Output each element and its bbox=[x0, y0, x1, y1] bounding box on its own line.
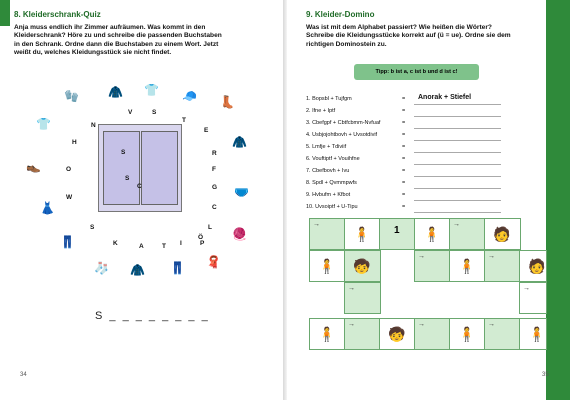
domino-cell[interactable] bbox=[449, 218, 486, 250]
circle-letter: N bbox=[91, 122, 96, 129]
circle-letter: K bbox=[113, 240, 118, 247]
circle-letter: I bbox=[180, 240, 182, 247]
circle-letter: C bbox=[212, 204, 217, 211]
domino-cell[interactable] bbox=[309, 250, 346, 282]
circle-letter: G bbox=[212, 184, 218, 191]
pullover-icon: 🧥 bbox=[130, 263, 145, 277]
row-label: 5. Lmfje + Tdiviif bbox=[306, 144, 347, 150]
row-label: 2. Ifne + Iptf bbox=[306, 108, 336, 114]
arrow-icon: → bbox=[418, 253, 425, 260]
circle-letter: L bbox=[208, 224, 212, 231]
row-label: 1. Bopsbl + Tujfgm bbox=[306, 96, 352, 102]
instruction-line: Was ist mit dem Alphabet passiert? Wie heißen die Wörter? bbox=[306, 24, 492, 31]
child-figure-icon: 🧍 bbox=[458, 258, 476, 274]
instruction-line: Anja muss endlich ihr Zimmer aufräumen. Was kommt in den bbox=[14, 24, 206, 31]
sock-icon: 🧦 bbox=[94, 261, 109, 275]
arrow-icon: → bbox=[313, 221, 320, 228]
child-figure-icon: 🧍 bbox=[353, 226, 371, 242]
domino-cell[interactable] bbox=[519, 282, 547, 314]
sweater-icon: 🧶 bbox=[232, 227, 247, 241]
jeans-icon: 👖 bbox=[60, 235, 75, 249]
domino-cell[interactable] bbox=[309, 218, 346, 250]
equals-sign: = bbox=[402, 192, 406, 198]
circle-letter: H bbox=[72, 139, 77, 146]
equals-sign: = bbox=[402, 108, 406, 114]
equals-sign: = bbox=[402, 180, 406, 186]
domino-cell[interactable] bbox=[484, 218, 521, 250]
child-figure-icon: 🧑 bbox=[493, 226, 511, 242]
domino-cell[interactable] bbox=[344, 318, 381, 350]
answer-line[interactable] bbox=[414, 188, 501, 189]
child-figure-icon: 🧒 bbox=[353, 258, 371, 274]
instruction-line: weißt du, welches Kleidungsstück sie nicht findet. bbox=[14, 49, 172, 57]
exercise-9-instructions bbox=[306, 24, 541, 49]
arrow-icon: → bbox=[348, 321, 355, 328]
wardrobe-door-right bbox=[141, 131, 178, 205]
equals-sign: = bbox=[402, 132, 406, 138]
instruction-line: Kleiderschrank? Höre zu und schreibe die passenden Buchstaben bbox=[14, 32, 222, 40]
domino-cell[interactable] bbox=[344, 282, 381, 314]
equals-sign: = bbox=[402, 204, 406, 210]
domino-cell[interactable] bbox=[519, 318, 547, 350]
jacket-icon: 🧥 bbox=[108, 85, 123, 99]
equals-sign: = bbox=[402, 144, 406, 150]
domino-number: 1 bbox=[394, 225, 400, 236]
tip-bubble bbox=[354, 64, 479, 80]
coat-icon: 🧥 bbox=[232, 135, 247, 149]
domino-cell[interactable] bbox=[414, 218, 451, 250]
row-label: 9. Hvbufm + Kfbot bbox=[306, 192, 351, 198]
row-label: 3. Cbefgpf + Cbtfcbmm-Nvfuaf bbox=[306, 120, 381, 126]
word-row bbox=[306, 96, 501, 106]
domino-cell[interactable] bbox=[484, 250, 521, 282]
solution-word-line[interactable]: S _ _ _ _ _ _ _ _ bbox=[95, 310, 210, 322]
page-number: 35 bbox=[542, 372, 549, 378]
row-answer: Anorak + Stiefel bbox=[418, 94, 472, 101]
cap-icon: 🧢 bbox=[182, 89, 197, 103]
word-row bbox=[306, 180, 501, 190]
row-label: 8. Spdl + Qvmmpwfs bbox=[306, 180, 357, 186]
answer-line[interactable] bbox=[414, 176, 501, 177]
answer-line[interactable] bbox=[414, 152, 501, 153]
green-corner-bar bbox=[0, 0, 10, 26]
wardrobe-letter: S bbox=[125, 175, 130, 182]
answer-line[interactable] bbox=[414, 200, 501, 201]
equals-sign: = bbox=[402, 120, 406, 126]
domino-cell[interactable] bbox=[449, 250, 486, 282]
child-figure-icon: 🧍 bbox=[458, 326, 476, 342]
arrow-icon: → bbox=[488, 321, 495, 328]
word-row bbox=[306, 144, 501, 154]
domino-cell[interactable] bbox=[449, 318, 486, 350]
circle-letter: F bbox=[212, 166, 216, 173]
underwear-icon: 🩲 bbox=[234, 185, 249, 199]
arrow-icon: → bbox=[488, 253, 495, 260]
child-figure-icon: 🧍 bbox=[318, 326, 336, 342]
wardrobe-door-left bbox=[103, 131, 140, 205]
domino-cell[interactable] bbox=[379, 218, 416, 250]
word-row bbox=[306, 168, 501, 178]
domino-cell[interactable] bbox=[484, 318, 521, 350]
answer-line[interactable] bbox=[414, 140, 501, 141]
equals-sign: = bbox=[402, 156, 406, 162]
child-figure-icon: 🧑 bbox=[528, 258, 546, 274]
circle-letter: W bbox=[66, 194, 73, 201]
instruction-line: richtigen Dominostein zu. bbox=[306, 40, 387, 48]
circle-letter: Ö bbox=[198, 234, 204, 241]
domino-cell[interactable] bbox=[414, 250, 451, 282]
arrow-icon: → bbox=[453, 221, 460, 228]
exercise-9-title: 9. Kleider-Domino bbox=[306, 10, 375, 19]
domino-cell[interactable] bbox=[414, 318, 451, 350]
arrow-icon: → bbox=[348, 285, 355, 292]
answer-line[interactable] bbox=[414, 164, 501, 165]
child-figure-icon: 🧍 bbox=[318, 258, 336, 274]
answer-line[interactable] bbox=[414, 128, 501, 129]
domino-path bbox=[309, 218, 545, 352]
exercise-8-title: 8. Kleiderschrank-Quiz bbox=[14, 10, 101, 19]
child-figure-icon: 🧍 bbox=[423, 226, 441, 242]
word-row bbox=[306, 108, 501, 118]
page-number: 34 bbox=[20, 372, 27, 378]
circle-letter: O bbox=[66, 166, 72, 173]
circle-letter: R bbox=[212, 150, 217, 157]
row-label: 7. Cbefbovh + Ivu bbox=[306, 168, 350, 174]
wardrobe-letter: C bbox=[137, 183, 142, 190]
arrow-icon: → bbox=[418, 321, 425, 328]
circle-letter: S bbox=[90, 224, 95, 231]
equals-sign: = bbox=[402, 168, 406, 174]
circle-letter: A bbox=[139, 243, 144, 250]
domino-cell[interactable] bbox=[379, 318, 416, 350]
answer-line[interactable] bbox=[414, 212, 501, 213]
left-page bbox=[0, 0, 283, 400]
green-side-bar bbox=[546, 0, 570, 400]
word-row bbox=[306, 204, 501, 214]
word-row bbox=[306, 132, 501, 142]
equals-sign: = bbox=[402, 96, 406, 102]
row-label: 6. Vouftiptf + Vouihfne bbox=[306, 156, 360, 162]
tights-icon: 👖 bbox=[170, 261, 185, 275]
row-label: 10. Uvsoiptf + U-Tipu bbox=[306, 204, 358, 210]
wardrobe-letter: S bbox=[121, 149, 126, 156]
circle-letter: T bbox=[182, 117, 186, 124]
tshirt-icon: 👕 bbox=[36, 117, 51, 131]
domino-cell[interactable] bbox=[344, 218, 381, 250]
shoe-icon: 👞 bbox=[26, 159, 41, 173]
domino-cell[interactable] bbox=[309, 318, 346, 350]
circle-letter: T bbox=[162, 243, 166, 250]
tip-text: Tipp: b ist a, c ist b und d ist c! bbox=[375, 69, 458, 75]
exercise-8-instructions bbox=[14, 24, 276, 58]
domino-cell[interactable] bbox=[519, 250, 547, 282]
boots-icon: 👢 bbox=[220, 95, 235, 109]
child-figure-icon: 🧒 bbox=[388, 326, 406, 342]
circle-letter: S bbox=[152, 109, 157, 116]
dress-icon: 👗 bbox=[40, 201, 55, 215]
word-row bbox=[306, 120, 501, 130]
instruction-line: Schreibe die Kleidungsstücke korrekt auf (ü = ue). Ordne sie dem bbox=[306, 32, 511, 40]
domino-cell[interactable] bbox=[344, 250, 381, 282]
circle-letter: V bbox=[128, 109, 133, 116]
answer-line[interactable] bbox=[414, 104, 501, 105]
instruction-line: in den Schrank. Ordne dann die Buchstaben zu einem Wort. Jetzt bbox=[14, 40, 219, 48]
circle-letter: E bbox=[204, 127, 209, 134]
row-label: 4. Usbjojohtbovh + Uvsotdivif bbox=[306, 132, 378, 138]
shirt-icon: 👕 bbox=[144, 83, 159, 97]
answer-line[interactable] bbox=[414, 116, 501, 117]
word-row bbox=[306, 192, 501, 202]
arrow-icon: → bbox=[523, 285, 530, 292]
word-row bbox=[306, 156, 501, 166]
scarf-icon: 🧣 bbox=[206, 255, 221, 269]
child-figure-icon: 🧍 bbox=[528, 326, 546, 342]
wardrobe-illustration bbox=[98, 124, 182, 212]
circle-letter: P bbox=[200, 240, 205, 247]
mittens-icon: 🧤 bbox=[64, 89, 79, 103]
